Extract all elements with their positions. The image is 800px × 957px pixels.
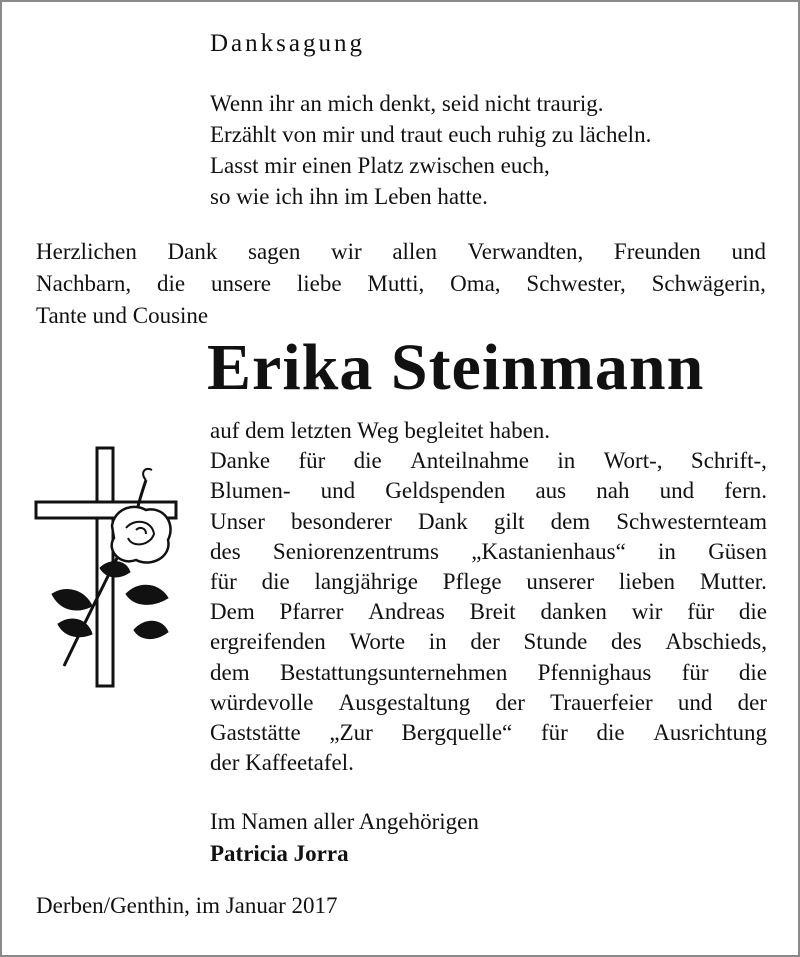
word: Trauerfeier (550, 689, 653, 715)
word: Abschieds, (665, 629, 767, 655)
body-line (210, 567, 767, 597)
word: die (353, 448, 382, 474)
cross-with-rose-icon (34, 444, 184, 694)
word: die (738, 599, 767, 625)
body-line: der Kaffeetafel. (210, 750, 354, 776)
word: Freunden (613, 239, 701, 264)
intro-line (36, 236, 766, 268)
word: fern. (724, 478, 767, 504)
word: danken (540, 599, 607, 625)
word: unserer (526, 569, 595, 595)
word: Mutti, (367, 271, 425, 296)
word: Schrift-, (690, 448, 767, 474)
word: Ausrichtung (653, 720, 767, 746)
place-date: Derben/Genthin, im Januar 2017 (36, 893, 338, 918)
body-line (210, 718, 767, 748)
intro-line (36, 268, 766, 300)
word: allen (392, 239, 438, 264)
body-line (210, 446, 767, 476)
word: dem (210, 659, 250, 685)
word: „Kastanienhaus“ (471, 538, 626, 564)
poem-line: Erzählt von mir und traut euch ruhig zu lächeln. (210, 122, 652, 147)
deceased-name: Erika Steinmann (207, 331, 705, 404)
word: für (210, 569, 237, 595)
word: und (659, 478, 695, 504)
word: Dank (417, 508, 468, 534)
word: für (687, 599, 715, 625)
word: Breit (469, 599, 516, 625)
word: der (470, 629, 500, 655)
word: für (540, 720, 568, 746)
word: Gaststätte (210, 720, 301, 746)
signature-line: Im Namen aller Angehörigen (210, 809, 479, 834)
poem-line: Wenn ihr an mich denkt, seid nicht traurig. (210, 91, 604, 116)
signature-block (210, 806, 479, 870)
word: liebe (296, 271, 342, 296)
body-line (210, 537, 767, 567)
body-line (210, 658, 767, 688)
word: würdevolle (210, 689, 314, 715)
word: und (677, 689, 713, 715)
word: des (210, 538, 241, 564)
word: für (681, 659, 709, 685)
word: wir (331, 239, 362, 264)
word: Andreas (368, 599, 445, 625)
intro-line: Tante und Cousine (36, 303, 209, 328)
word: in (428, 629, 447, 655)
word: ergreifenden (210, 629, 326, 655)
word: Dank (167, 239, 218, 264)
word: Wort-, (603, 448, 663, 474)
word: und (731, 239, 766, 264)
word: aus (535, 478, 567, 504)
word: besonderer (291, 508, 392, 534)
word: die (261, 569, 290, 595)
word: Güsen (708, 538, 767, 564)
word: die (596, 720, 625, 746)
word: Stunde (523, 629, 588, 655)
word: Pfennighaus (537, 659, 652, 685)
word: unsere (210, 271, 271, 296)
word: dem (550, 508, 591, 534)
word: und (320, 478, 356, 504)
body-line: auf dem letzten Weg begleitet haben. (210, 418, 551, 443)
poem (210, 88, 651, 212)
word: des (611, 629, 642, 655)
poem-line: Lasst mir einen Platz zwischen euch, (210, 153, 550, 178)
word: Dem (210, 599, 255, 625)
word: Unser (210, 508, 265, 534)
signer-name: Patricia Jorra (210, 841, 349, 866)
word: der (737, 689, 767, 715)
word: Schwägerin, (651, 271, 766, 296)
word: Verwandten, (467, 239, 584, 264)
word: Schwester, (526, 271, 626, 296)
word: Schwesternteam (616, 508, 767, 534)
poem-line: so wie ich ihn im Leben hatte. (210, 184, 488, 209)
word: Seniorenzentrums (272, 538, 439, 564)
word: Blumen- (210, 478, 291, 504)
word: wir (631, 599, 663, 625)
word: Bestattungsunternehmen (279, 659, 508, 685)
body-line (210, 627, 767, 657)
word: Pflege (442, 569, 502, 595)
word: Oma, (450, 271, 501, 296)
word: in (658, 538, 676, 564)
word: Herzlichen (36, 239, 137, 264)
word: Mutter. (699, 569, 767, 595)
word: nah (596, 478, 630, 504)
body-line (210, 476, 767, 506)
body-text (210, 416, 767, 778)
body-line (210, 507, 767, 537)
word: der (495, 689, 525, 715)
word: die (157, 271, 186, 296)
word: sagen (248, 239, 301, 264)
word: Bergquelle“ (401, 720, 513, 746)
word: für (298, 448, 326, 474)
word: Pfarrer (279, 599, 344, 625)
word: Worte (349, 629, 406, 655)
word: „Zur (329, 720, 373, 746)
word: Ausgestaltung (338, 689, 471, 715)
word: Anteilnahme (410, 448, 529, 474)
word: in (557, 448, 576, 474)
word: die (738, 659, 767, 685)
page-title: Danksagung (210, 30, 365, 57)
word: lieben (618, 569, 676, 595)
intro-text (36, 236, 766, 332)
word: Danke (210, 448, 271, 474)
word: Nachbarn, (36, 271, 132, 296)
word: gilt (493, 508, 525, 534)
body-line (210, 597, 767, 627)
word: langjährige (314, 569, 418, 595)
word: Geldspenden (385, 478, 506, 504)
body-line (210, 688, 767, 718)
